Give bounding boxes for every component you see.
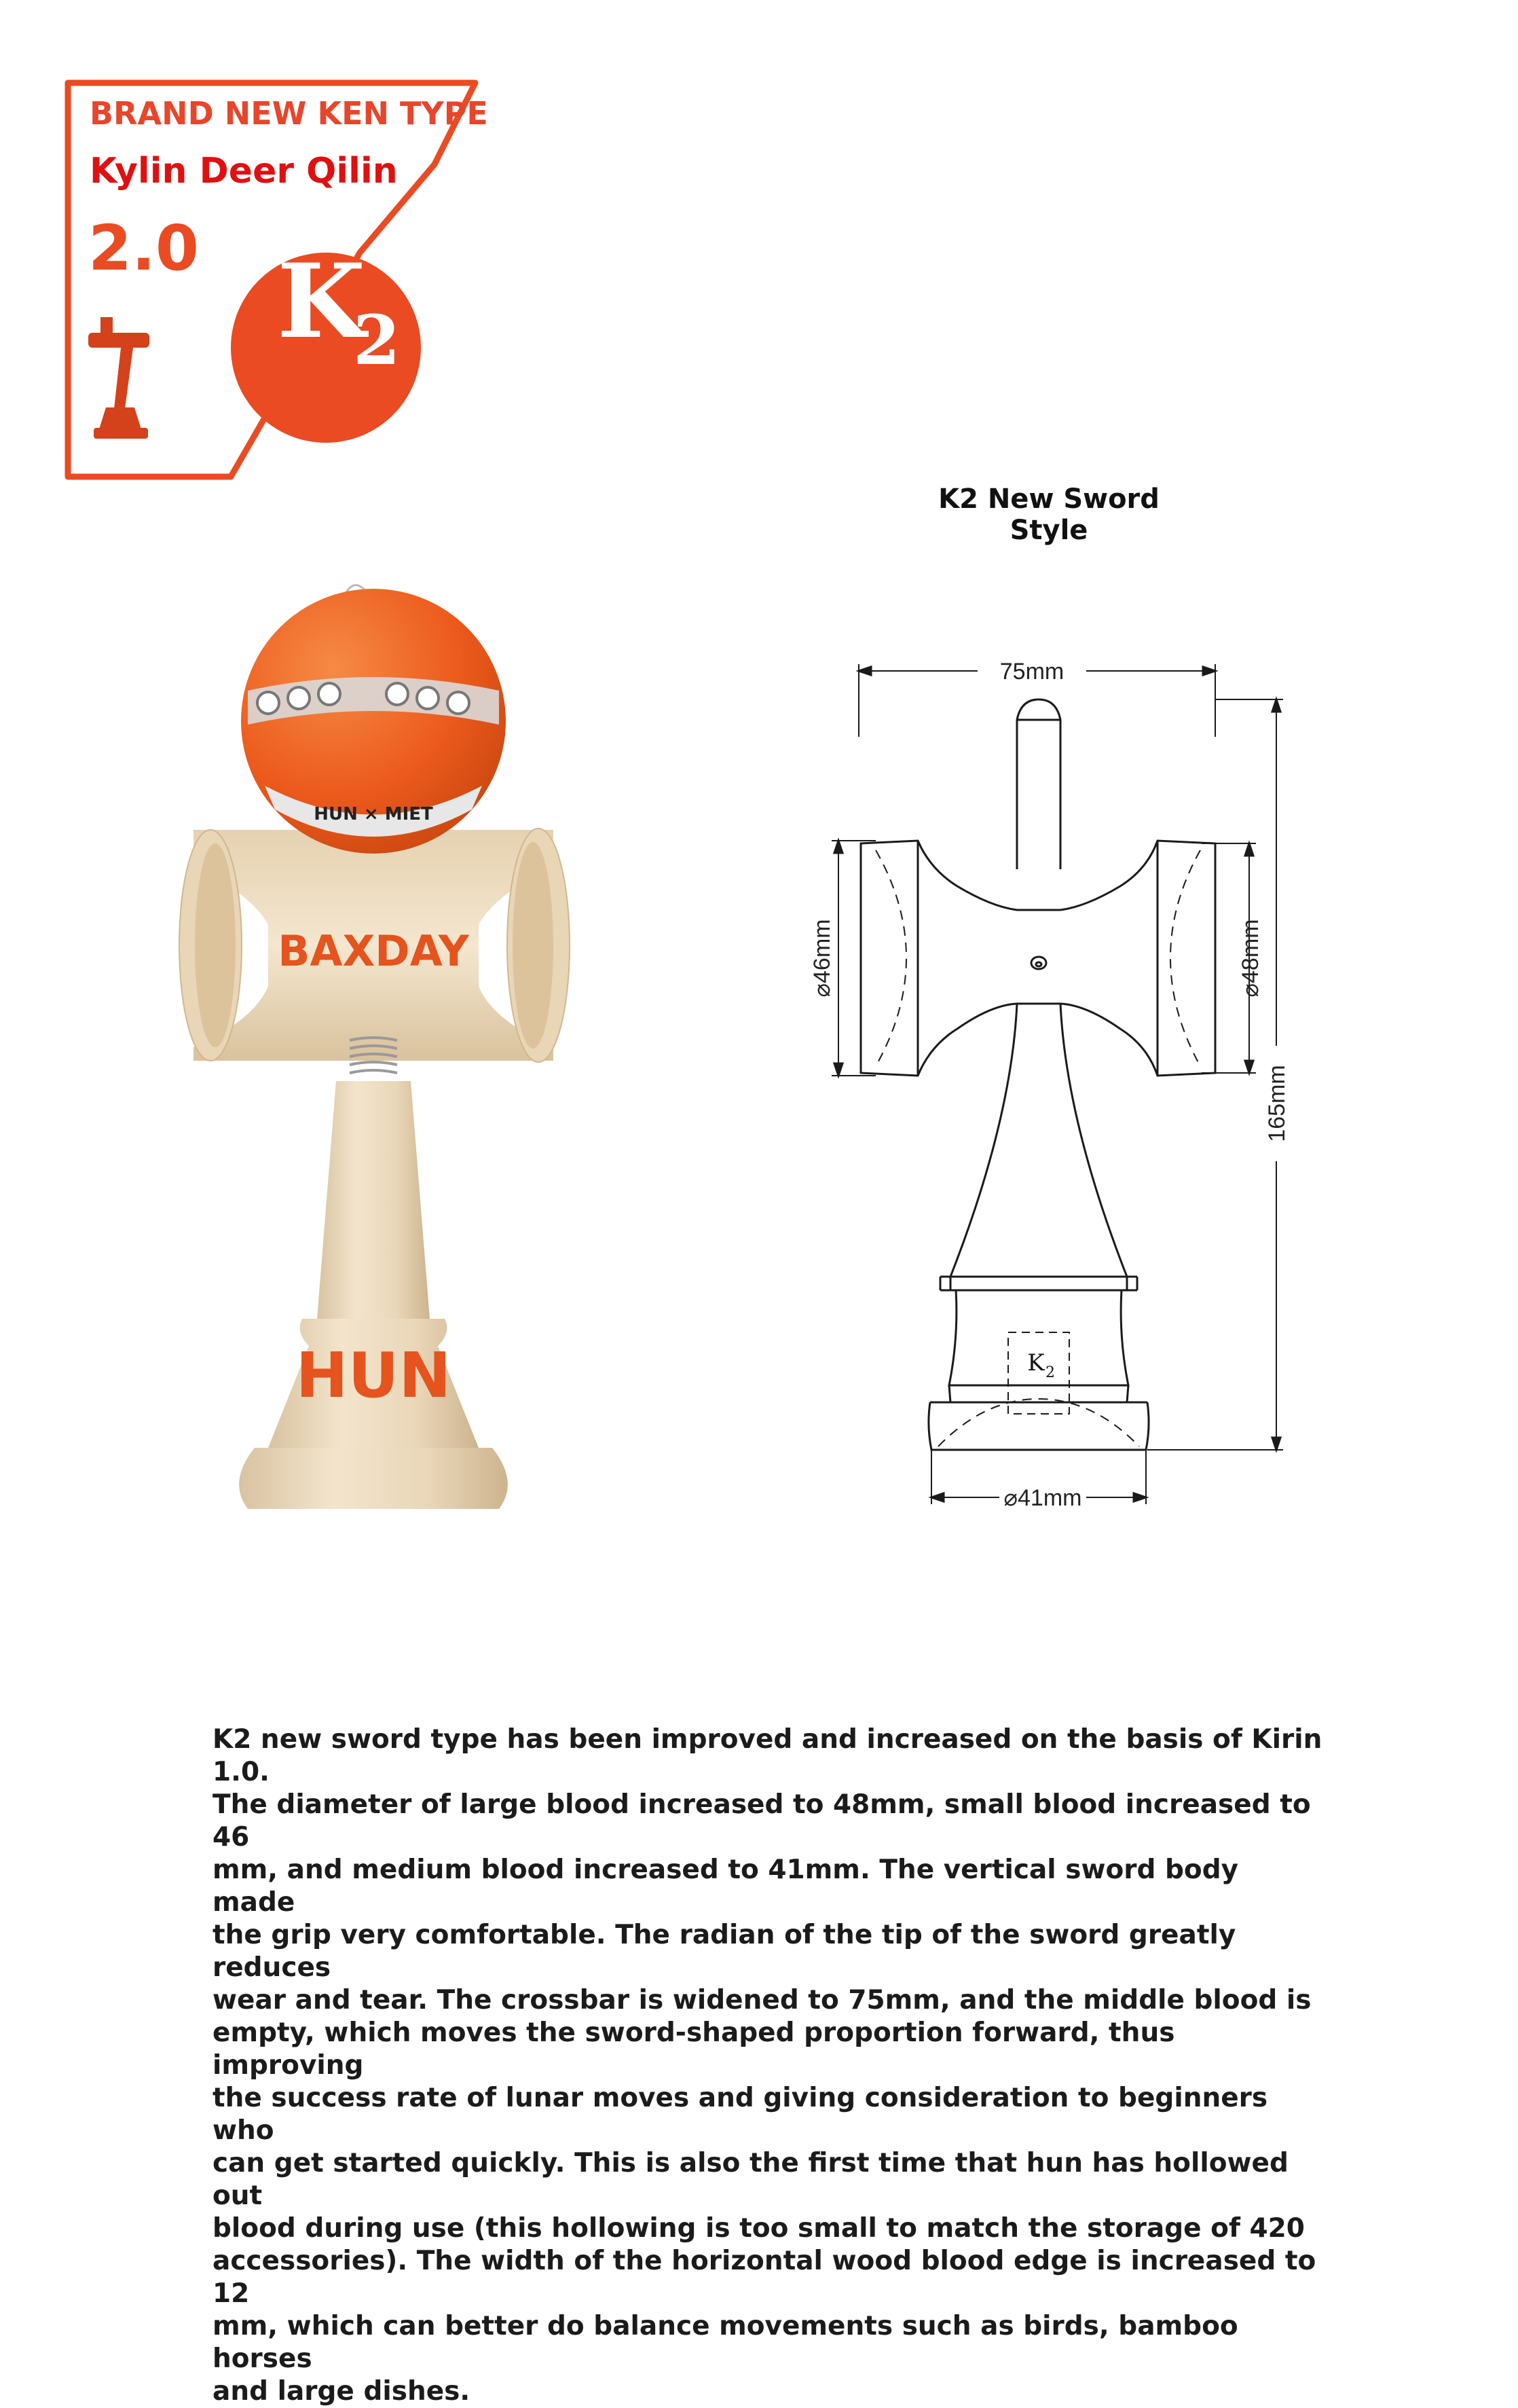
description-line: can get started quickly. This is also the first time that hun has hollowed out [212, 2148, 1289, 2211]
handle-outline [950, 1004, 1127, 1290]
description-line: The diameter of large blood increased to 48mm, small blood increased to 46 [212, 1789, 1311, 1853]
logo-subtitle: Kylin Deer Qilin [90, 151, 398, 191]
handle-print: HUN [295, 1339, 451, 1412]
crossbar-print: BAXDAY [278, 926, 469, 976]
drawing-title: K2 New Sword Style [938, 484, 1160, 546]
description-line: the success rate of lunar moves and giving consideration to beginners who [212, 2083, 1268, 2146]
description-line: blood during use (this hollowing is too small to match the storage of 420 [212, 2213, 1305, 2244]
handle [239, 1081, 508, 1509]
kendama-silhouette-icon [88, 317, 149, 439]
dim-label-base-cup: ⌀41mm [1003, 1485, 1082, 1511]
description-line: wear and tear. The crossbar is widened to 75mm, and the middle blood is [212, 1985, 1312, 2015]
spike-outline [1017, 699, 1060, 869]
description-line: mm, which can better do balance movements such as birds, bamboo horses [212, 2311, 1238, 2374]
handle-logo-k-sub: 2 [1045, 1364, 1055, 1381]
logo-version: 2.0 [88, 212, 199, 285]
description-line: empty, which moves the sword-shaped proportion forward, thus improving [212, 2018, 1175, 2081]
dim-label-big-cup: ⌀48mm [1238, 919, 1263, 998]
product-photo [112, 545, 642, 1550]
logo-headline: BRAND NEW KEN TYPE [90, 95, 488, 132]
dim-label-small-cup: ⌀46mm [809, 919, 835, 998]
ball-print: HUN × MIET [314, 804, 433, 824]
dim-label-crossbar: 75mm [999, 659, 1065, 685]
logo-k-mark: K [277, 242, 366, 361]
crossbar [179, 828, 570, 1062]
ball [241, 589, 506, 854]
description-line: the grip very comfortable. The radian of the tip of the sword greatly reduces [212, 1920, 1236, 1983]
description-line: and large dishes. [212, 2376, 470, 2407]
description-line: mm, and medium blood increased to 41mm. The vertical sword body made [212, 1855, 1239, 1918]
description-line: accessories). The width of the horizontal wood blood edge is increased to 12 [212, 2246, 1316, 2309]
description-text [212, 1723, 1326, 2408]
description-line: K2 new sword type has been improved and increased on the basis of Kirin 1.0. [212, 1724, 1322, 1787]
logo-k-subscript: 2 [353, 300, 401, 380]
brand-logo [61, 76, 496, 497]
crossbar-outline [861, 841, 1215, 1076]
technical-drawing [781, 645, 1310, 1521]
handle-logo-k: K [1027, 1349, 1045, 1376]
dim-label-height: 165mm [1264, 1065, 1290, 1142]
